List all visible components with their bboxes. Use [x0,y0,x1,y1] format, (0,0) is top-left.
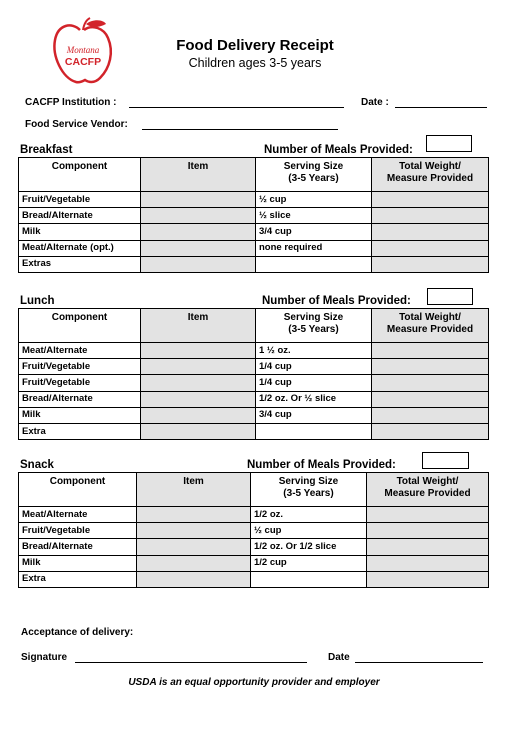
section-title-breakfast: Breakfast [20,144,73,156]
col-weight: Total Weight/ Measure Provided [367,473,489,507]
logo-line2: CACFP [64,56,102,68]
vendor-field[interactable] [142,119,338,130]
breakfast-table [18,157,489,273]
section-title-snack: Snack [20,459,54,471]
table-row: Bread/Alternate 1/2 oz. Or ½ slice [19,391,489,407]
table-row: Extra [19,571,489,587]
table-row: Milk 3/4 cup [19,407,489,423]
date-label: Date : [361,97,389,108]
table-row: Meat/Alternate 1/2 oz. [19,507,489,523]
table-row: Fruit/Vegetable 1/4 cup [19,375,489,391]
page-title: Food Delivery Receipt [176,37,334,54]
montana-cacfp-logo [50,16,116,88]
col-component: Component [19,158,141,192]
col-item: Item [137,473,251,507]
acceptance-label: Acceptance of delivery: [21,627,134,638]
col-serving: Serving Size (3-5 Years) [251,473,367,507]
lunch-meals-input[interactable] [427,288,473,305]
date-field[interactable] [395,97,487,108]
table-row: Bread/Alternate 1/2 oz. Or 1/2 slice [19,539,489,555]
table-row: Fruit/Vegetable ½ cup [19,192,489,208]
signature-label: Signature [21,652,68,663]
institution-field[interactable] [129,97,344,108]
breakfast-meals-label: Number of Meals Provided: [264,144,413,156]
institution-label: CACFP Institution : [25,97,117,108]
signature-field[interactable] [75,652,307,663]
col-weight: Total Weight/ Measure Provided [372,309,489,343]
snack-meals-input[interactable] [422,452,469,469]
col-serving: Serving Size (3-5 Years) [256,309,372,343]
logo-line1: Montana [66,45,100,55]
section-title-lunch: Lunch [20,295,55,307]
table-row: Milk 1/2 cup [19,555,489,571]
table-row: Fruit/Vegetable ½ cup [19,523,489,539]
lunch-table [18,308,489,440]
table-row: Fruit/Vegetable 1/4 cup [19,359,489,375]
table-row: Bread/Alternate ½ slice [19,208,489,224]
table-row: Meat/Alternate 1 ½ oz. [19,343,489,359]
table-row: Extras [19,256,489,272]
page-subtitle: Children ages 3-5 years [188,56,322,70]
col-component: Component [19,309,141,343]
snack-table [18,472,489,588]
lunch-meals-label: Number of Meals Provided: [262,295,411,307]
col-item: Item [141,309,256,343]
apple-icon [50,16,116,88]
vendor-label: Food Service Vendor: [25,119,128,130]
col-weight: Total Weight/ Measure Provided [372,158,489,192]
table-row: Milk 3/4 cup [19,224,489,240]
signature-date-field[interactable] [355,652,483,663]
col-item: Item [141,158,256,192]
breakfast-meals-input[interactable] [426,135,472,152]
signature-date-label: Date [328,652,350,663]
col-component: Component [19,473,137,507]
snack-meals-label: Number of Meals Provided: [247,459,396,471]
col-serving: Serving Size (3-5 Years) [256,158,372,192]
table-row: Extra [19,423,489,439]
table-row: Meat/Alternate (opt.) none required [19,240,489,256]
footer-statement: USDA is an equal opportunity provider and employer [128,677,380,688]
